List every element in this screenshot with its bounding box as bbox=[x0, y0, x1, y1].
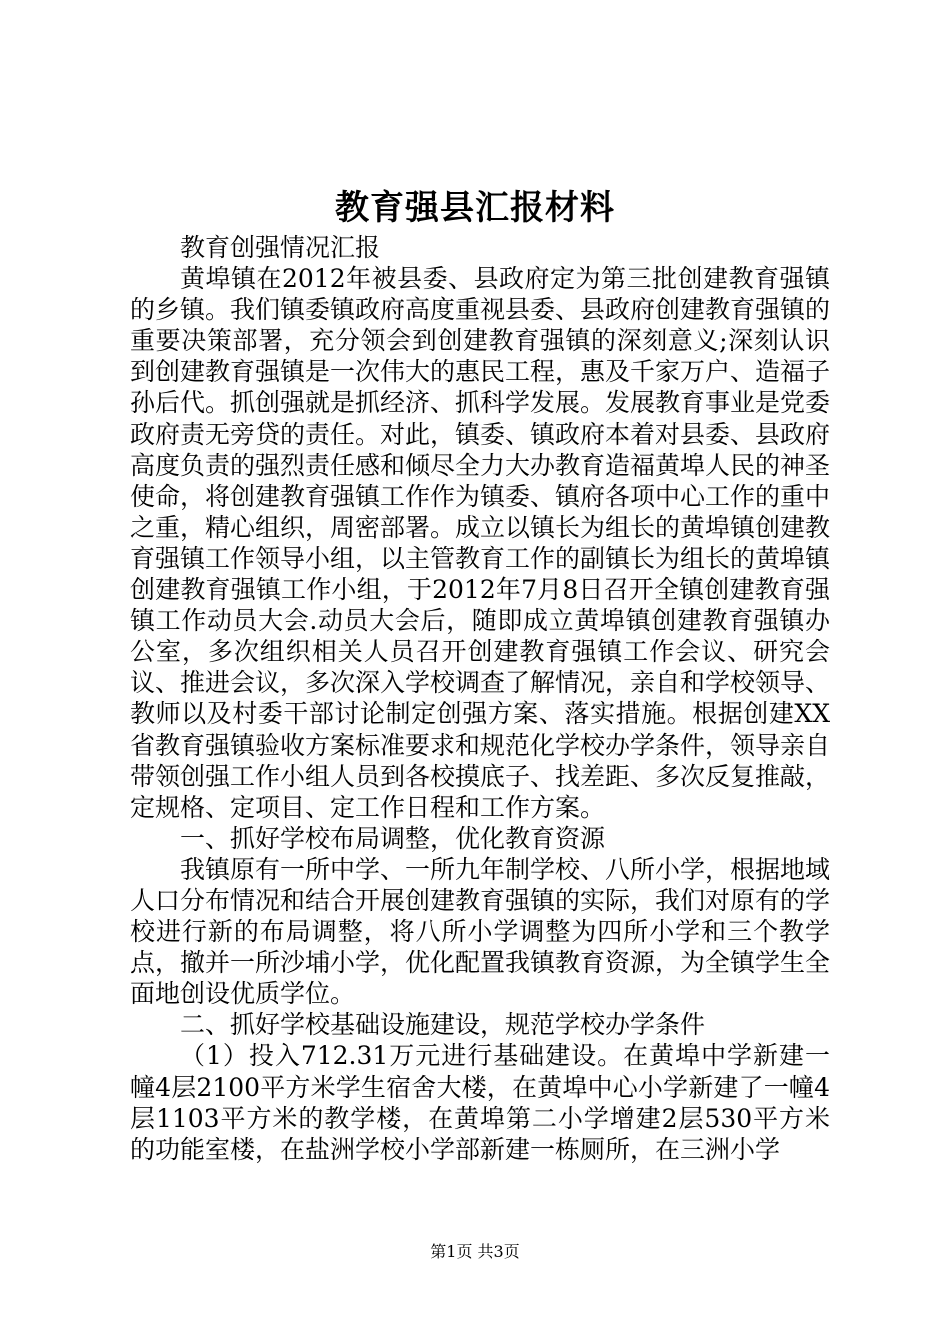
page-footer: 第1页 共3页 bbox=[430, 1242, 520, 1261]
paragraph-section-2: （1）投入712.31万元进行基础建设。在黄埠中学新建一幢4层2100平方米学生宿舍大楼，在黄埠中心小学新建了一幢4层1103平方米的教学楼，在黄埠第二小学增建2层530平方米的功能室楼，在盐洲学校小学部新建一栋厕所，在三洲小学 bbox=[130, 1041, 830, 1164]
section-heading-2: 二、抓好学校基础设施建设，规范学校办学条件 bbox=[180, 1010, 706, 1040]
paragraph-subtitle: 教育创强情况汇报 bbox=[180, 233, 381, 262]
paragraph-intro: 黄埠镇在2012年被县委、县政府定为第三批创建教育强镇的乡镇。我们镇委镇政府高度重视县委、县政府创建教育强镇的重要决策部署，充分领会到创建教育强镇的深刻意义;深刻认识到创建教育强镇是一次伟大的惠民工程，惠及千家万户、造福子孙后代。抓创强就是抓经济、抓科学发展。发展教育事业是党委政府责无旁贷的责任。对此，镇委、镇政府本着对县委、县政府高度负责的强烈责任感和倾尽全力大办教育造福黄埠人民的神圣使命，将创建教育强镇工作作为镇委、镇府各项中心工作的重中之重，精心组织，周密部署。成立以镇长为组长的黄埠镇创建教育强镇工作领导小组，以主管教育工作的副镇长为组长的黄埠镇创建教育强镇工作小组，于2012年7月8日召开全镇创建教育强镇工作动员大会.动员大会后，随即成立黄埠镇创建教育强镇办公室，多次组织相关人员召开创建教育强镇工作会议、研究会议、推进会议，多次深入学校调查了解情况，亲自和学校领导、教师以及村委干部讨论制定创强方案、落实措施。根据创建XX省教育强镇验收方案标准要求和规范化学校办学条件，领导亲自带领创强工作小组人员到各校摸底子、找差距、多次反复推敲，定规格、定项目、定工作日程和工作方案。 bbox=[130, 264, 831, 822]
paragraph-section-1: 我镇原有一所中学、一所九年制学校、八所小学，根据地域人口分布情况和结合开展创建教育强镇的实际，我们对原有的学校进行新的布局调整，将八所小学调整为四所小学和三个教学点，撤并一所沙埔小学，优化配置我镇教育资源，为全镇学生全面地创设优质学位。 bbox=[130, 854, 831, 1009]
document-title: 教育强县汇报材料 bbox=[335, 188, 615, 228]
section-heading-1: 一、抓好学校布局调整，优化教育资源 bbox=[180, 823, 606, 853]
document-body bbox=[130, 232, 830, 1165]
